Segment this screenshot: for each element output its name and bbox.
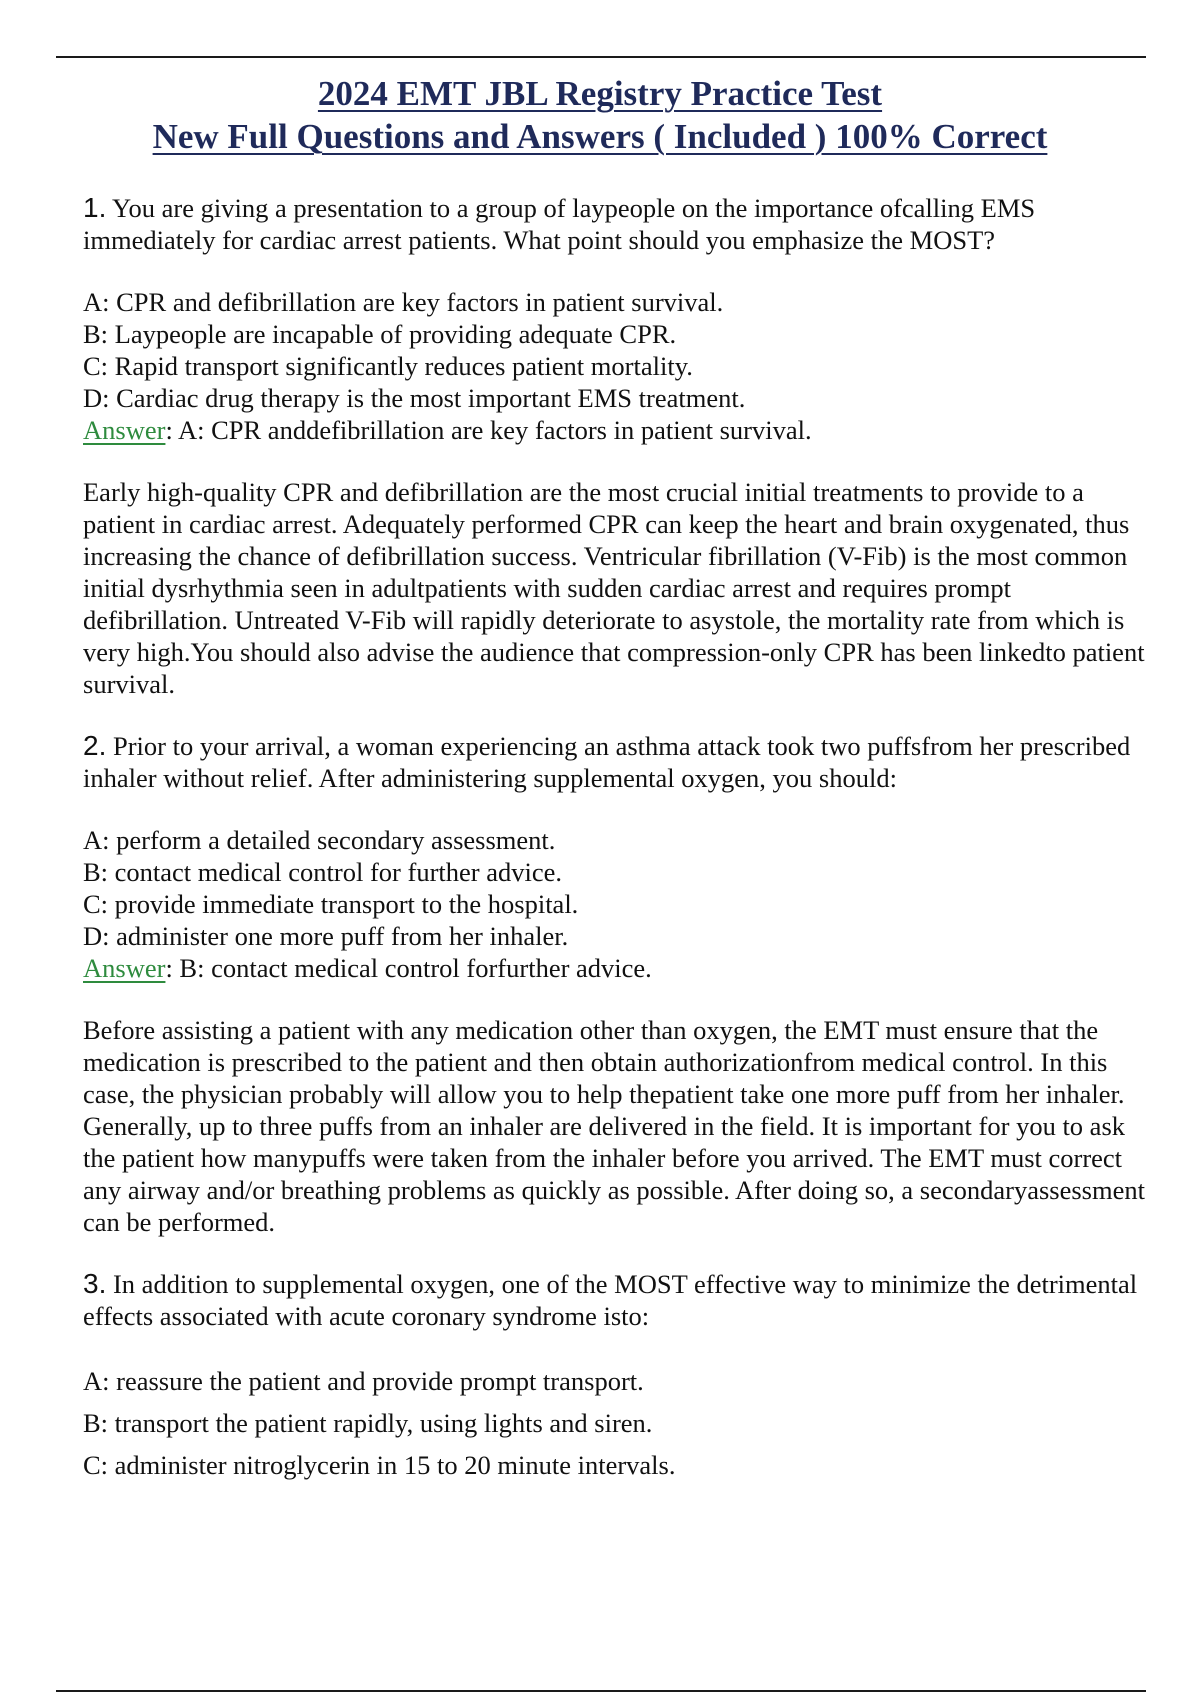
question-2 (83, 730, 1158, 1238)
option-c: C: Rapid transport significantly reduces patient mortality. (83, 351, 693, 381)
answer-line (83, 414, 1158, 446)
option-d: D: administer one more puff from her inhaler. (83, 921, 569, 951)
option-b: B: transport the patient rapidly, using lights and siren. (83, 1408, 653, 1438)
title-line-2: New Full Questions and Answers ( Included ) 100% Correct (152, 117, 1048, 156)
question-content (83, 192, 1158, 1486)
option-a: A: reassure the patient and provide prompt transport. (83, 1366, 644, 1396)
answer-label: Answer (83, 415, 166, 445)
question-1 (83, 192, 1158, 700)
question-number: 3. (83, 1268, 107, 1299)
document-title (0, 72, 1200, 158)
option-b: B: Laypeople are incapable of providing adequate CPR. (83, 319, 677, 349)
option-a: A: perform a detailed secondary assessment. (83, 825, 556, 855)
option-a: A: CPR and defibrillation are key factors in patient survival. (83, 287, 724, 317)
answer-text: : A: CPR anddefibrillation are key factors in patient survival. (165, 415, 812, 445)
option-d: D: Cardiac drug therapy is the most important EMS treatment. (83, 383, 746, 413)
answer-label: Answer (83, 953, 166, 983)
question-1-prompt (83, 192, 1158, 256)
question-text: Prior to your arrival, a woman experiencing an asthma attack took two puffsfrom her prescribed inhaler without relief. After administering supplemental oxygen, you should: (83, 731, 1131, 793)
question-3 (83, 1268, 1158, 1486)
option-c: C: administer nitroglycerin in 15 to 20 minute intervals. (83, 1450, 676, 1480)
question-number: 1. (83, 192, 107, 223)
question-text: In addition to supplemental oxygen, one of the MOST effective way to minimize the detrimental effects associated with acute coronary syndrome isto: (83, 1269, 1138, 1331)
bottom-rule (56, 1690, 1146, 1692)
explanation: Before assisting a patient with any medication other than oxygen, the EMT must ensure that the medication is prescribed to the patient and then obtain authorizationfrom medical control. In this case, the physician probably will allow you to help thepatient take one more puff from her inhaler. Generally, up to three puffs from an inhaler are delivered in the field. It is important for you to ask the patient how manypuffs were taken from the inhaler before you arrived. The EMT must correct any airway and/or breathing problems as quickly as possible. After doing so, a secondaryassessment can be performed. (83, 1015, 1145, 1237)
top-rule (56, 56, 1146, 58)
option-c: C: provide immediate transport to the hospital. (83, 889, 579, 919)
answer-text: : B: contact medical control forfurther advice. (165, 953, 652, 983)
question-3-prompt (83, 1268, 1158, 1332)
question-text: You are giving a presentation to a group of laypeople on the importance ofcalling EMS immediately for cardiac arrest patients. What point should you emphasize the MOST? (83, 193, 1036, 255)
title-line-1: 2024 EMT JBL Registry Practice Test (317, 74, 883, 113)
options-list (83, 1360, 1158, 1486)
question-2-prompt (83, 730, 1158, 794)
answer-line (83, 952, 1158, 984)
explanation: Early high-quality CPR and defibrillation are the most crucial initial treatments to provide to a patient in cardiac arrest. Adequately performed CPR can keep the heart and brain oxygenated, thus increasing the chance of defibrillation success. Ventricular fibrillation (V-Fib) is the most common initial dysrhythmia seen in adultpatients with sudden cardiac arrest and requires prompt defibrillation. Untreated V-Fib will rapidly deteriorate to asystole, the mortality rate from which is very high.You should also advise the audience that compression-only CPR has been linkedto patient survival. (83, 477, 1145, 699)
question-number: 2. (83, 730, 107, 761)
option-b: B: contact medical control for further advice. (83, 857, 563, 887)
